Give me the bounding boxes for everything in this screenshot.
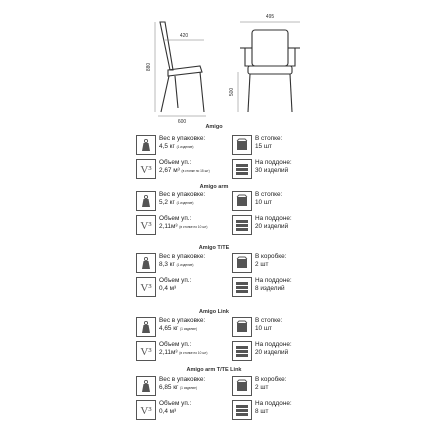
weight-spec (136, 252, 216, 276)
volume-spec (136, 276, 216, 300)
pallet-spec (232, 158, 294, 182)
weight-label: Вес в упаковке: (159, 317, 206, 324)
pack-value: 10 шт (255, 324, 272, 332)
volume-spec (136, 158, 216, 182)
pack-value: 2 шт (255, 383, 269, 391)
volume-label: Объем уп.: (159, 277, 192, 284)
spec-row (136, 340, 292, 364)
weight-label: Вес в упаковке: (159, 135, 206, 142)
volume-note: (в стопке по 10 шт) (179, 350, 208, 355)
pallet-icon (232, 400, 252, 420)
dim-side-depth-top: 420 (179, 33, 189, 39)
spec-row (136, 214, 292, 238)
weight-label: Вес в упаковке: (159, 191, 206, 198)
weight-value: 4,65 кг (159, 324, 179, 332)
spec-row (136, 375, 292, 399)
pallet-label: На поддоне: (255, 341, 292, 348)
svg-text:V³: V³ (140, 405, 152, 417)
volume-icon (136, 159, 156, 179)
front-view-chair (240, 30, 300, 112)
pack-value: 10 шт (255, 198, 272, 206)
weight-icon (136, 253, 156, 273)
volume-label: Объем уп.: (159, 400, 192, 407)
spec-row (136, 399, 292, 423)
section-title-amigo-link: Amigo Link (199, 309, 229, 315)
pack-spec (232, 252, 294, 276)
pallet-icon (232, 159, 252, 179)
box-icon (232, 317, 252, 337)
volume-label: Объем уп.: (159, 159, 192, 166)
weight-note: (1 изделие) (176, 262, 194, 267)
volume-label: Объем уп.: (159, 215, 192, 222)
volume-value: 0,4 м³ (159, 284, 177, 292)
pack-label: В стопке: (255, 191, 283, 198)
pack-value: 2 шт (255, 260, 269, 268)
volume-value: 2,11м³ (159, 222, 178, 230)
volume-label: Объем уп.: (159, 341, 192, 348)
section-title-amigo-arm-t-te-link: Amigo arm T/TE Link (186, 367, 242, 373)
pack-spec (232, 316, 294, 340)
box-icon (232, 191, 252, 211)
volume-icon (136, 341, 156, 361)
pallet-spec (232, 276, 294, 300)
volume-spec (136, 399, 216, 423)
spec-row (136, 316, 292, 340)
volume-note: (в стопке по 10 шт) (179, 224, 208, 229)
volume-spec (136, 340, 216, 364)
section-title-amigo-arm: Amigo arm (199, 184, 229, 190)
pallet-spec (232, 399, 294, 423)
svg-text:V³: V³ (140, 220, 152, 232)
box-icon (232, 376, 252, 396)
pallet-icon (232, 277, 252, 297)
volume-spec (136, 214, 216, 238)
pallet-label: На поддоне: (255, 159, 292, 166)
weight-icon (136, 376, 156, 396)
dim-side-depth-bottom: 600 (177, 119, 187, 125)
volume-icon (136, 277, 156, 297)
weight-spec (136, 375, 216, 399)
box-icon (232, 253, 252, 273)
weight-spec (136, 190, 216, 214)
weight-icon (136, 191, 156, 211)
pack-spec (232, 190, 294, 214)
weight-spec (136, 134, 216, 158)
dim-side-height: 880 (146, 62, 152, 72)
weight-value: 6,85 кг (159, 383, 179, 391)
pallet-icon (232, 341, 252, 361)
pack-label: В коробке: (255, 376, 287, 383)
weight-label: Вес в упаковке: (159, 376, 206, 383)
weight-note: (1 изделие) (176, 200, 194, 205)
pallet-value: 8 шт (255, 407, 269, 415)
pack-spec (232, 134, 294, 158)
section-title-amigo-t-te: Amigo T/TE (198, 245, 230, 251)
front-view-dimensions (238, 22, 300, 112)
volume-note: (в стопке по 15 шт) (181, 168, 210, 173)
pallet-spec (232, 340, 294, 364)
weight-value: 8,3 кг (159, 260, 175, 268)
volume-value: 0,4 м³ (159, 407, 177, 415)
pack-label: В стопке: (255, 317, 283, 324)
weight-value: 5,2 кг (159, 198, 175, 206)
pallet-label: На поддоне: (255, 215, 292, 222)
weight-value: 4,5 кг (159, 142, 175, 150)
volume-value: 2,67 м³ (159, 166, 180, 174)
pack-label: В коробке: (255, 253, 287, 260)
spec-row (136, 276, 292, 300)
weight-icon (136, 317, 156, 337)
pallet-spec (232, 214, 294, 238)
weight-note: (1 изделие) (180, 326, 198, 331)
pallet-icon (232, 215, 252, 235)
dim-front-width: 495 (265, 14, 275, 20)
pallet-label: На поддоне: (255, 277, 292, 284)
volume-value: 2,11м³ (159, 348, 178, 356)
pack-label: В стопке: (255, 135, 283, 142)
pallet-label: На поддоне: (255, 400, 292, 407)
spec-row (136, 158, 292, 182)
weight-spec (136, 316, 216, 340)
chair-drawings (0, 0, 428, 130)
pallet-value: 20 изделий (255, 348, 289, 356)
volume-icon (136, 215, 156, 235)
pack-value: 15 шт (255, 142, 272, 150)
weight-note: (1 изделие) (176, 144, 194, 149)
svg-text:V³: V³ (140, 164, 152, 176)
weight-label: Вес в упаковке: (159, 253, 206, 260)
volume-icon (136, 400, 156, 420)
pack-spec (232, 375, 294, 399)
box-icon (232, 135, 252, 155)
pallet-value: 8 изделий (255, 284, 285, 292)
spec-row (136, 190, 292, 214)
pallet-value: 20 изделий (255, 222, 289, 230)
spec-row (136, 134, 292, 158)
weight-icon (136, 135, 156, 155)
spec-row (136, 252, 292, 276)
weight-note: (1 изделие) (180, 385, 198, 390)
dim-front-height: 500 (229, 87, 235, 97)
pallet-value: 30 изделий (255, 166, 289, 174)
section-title-amigo: Amigo (205, 124, 223, 130)
svg-text:V³: V³ (140, 346, 152, 358)
svg-text:V³: V³ (140, 282, 152, 294)
